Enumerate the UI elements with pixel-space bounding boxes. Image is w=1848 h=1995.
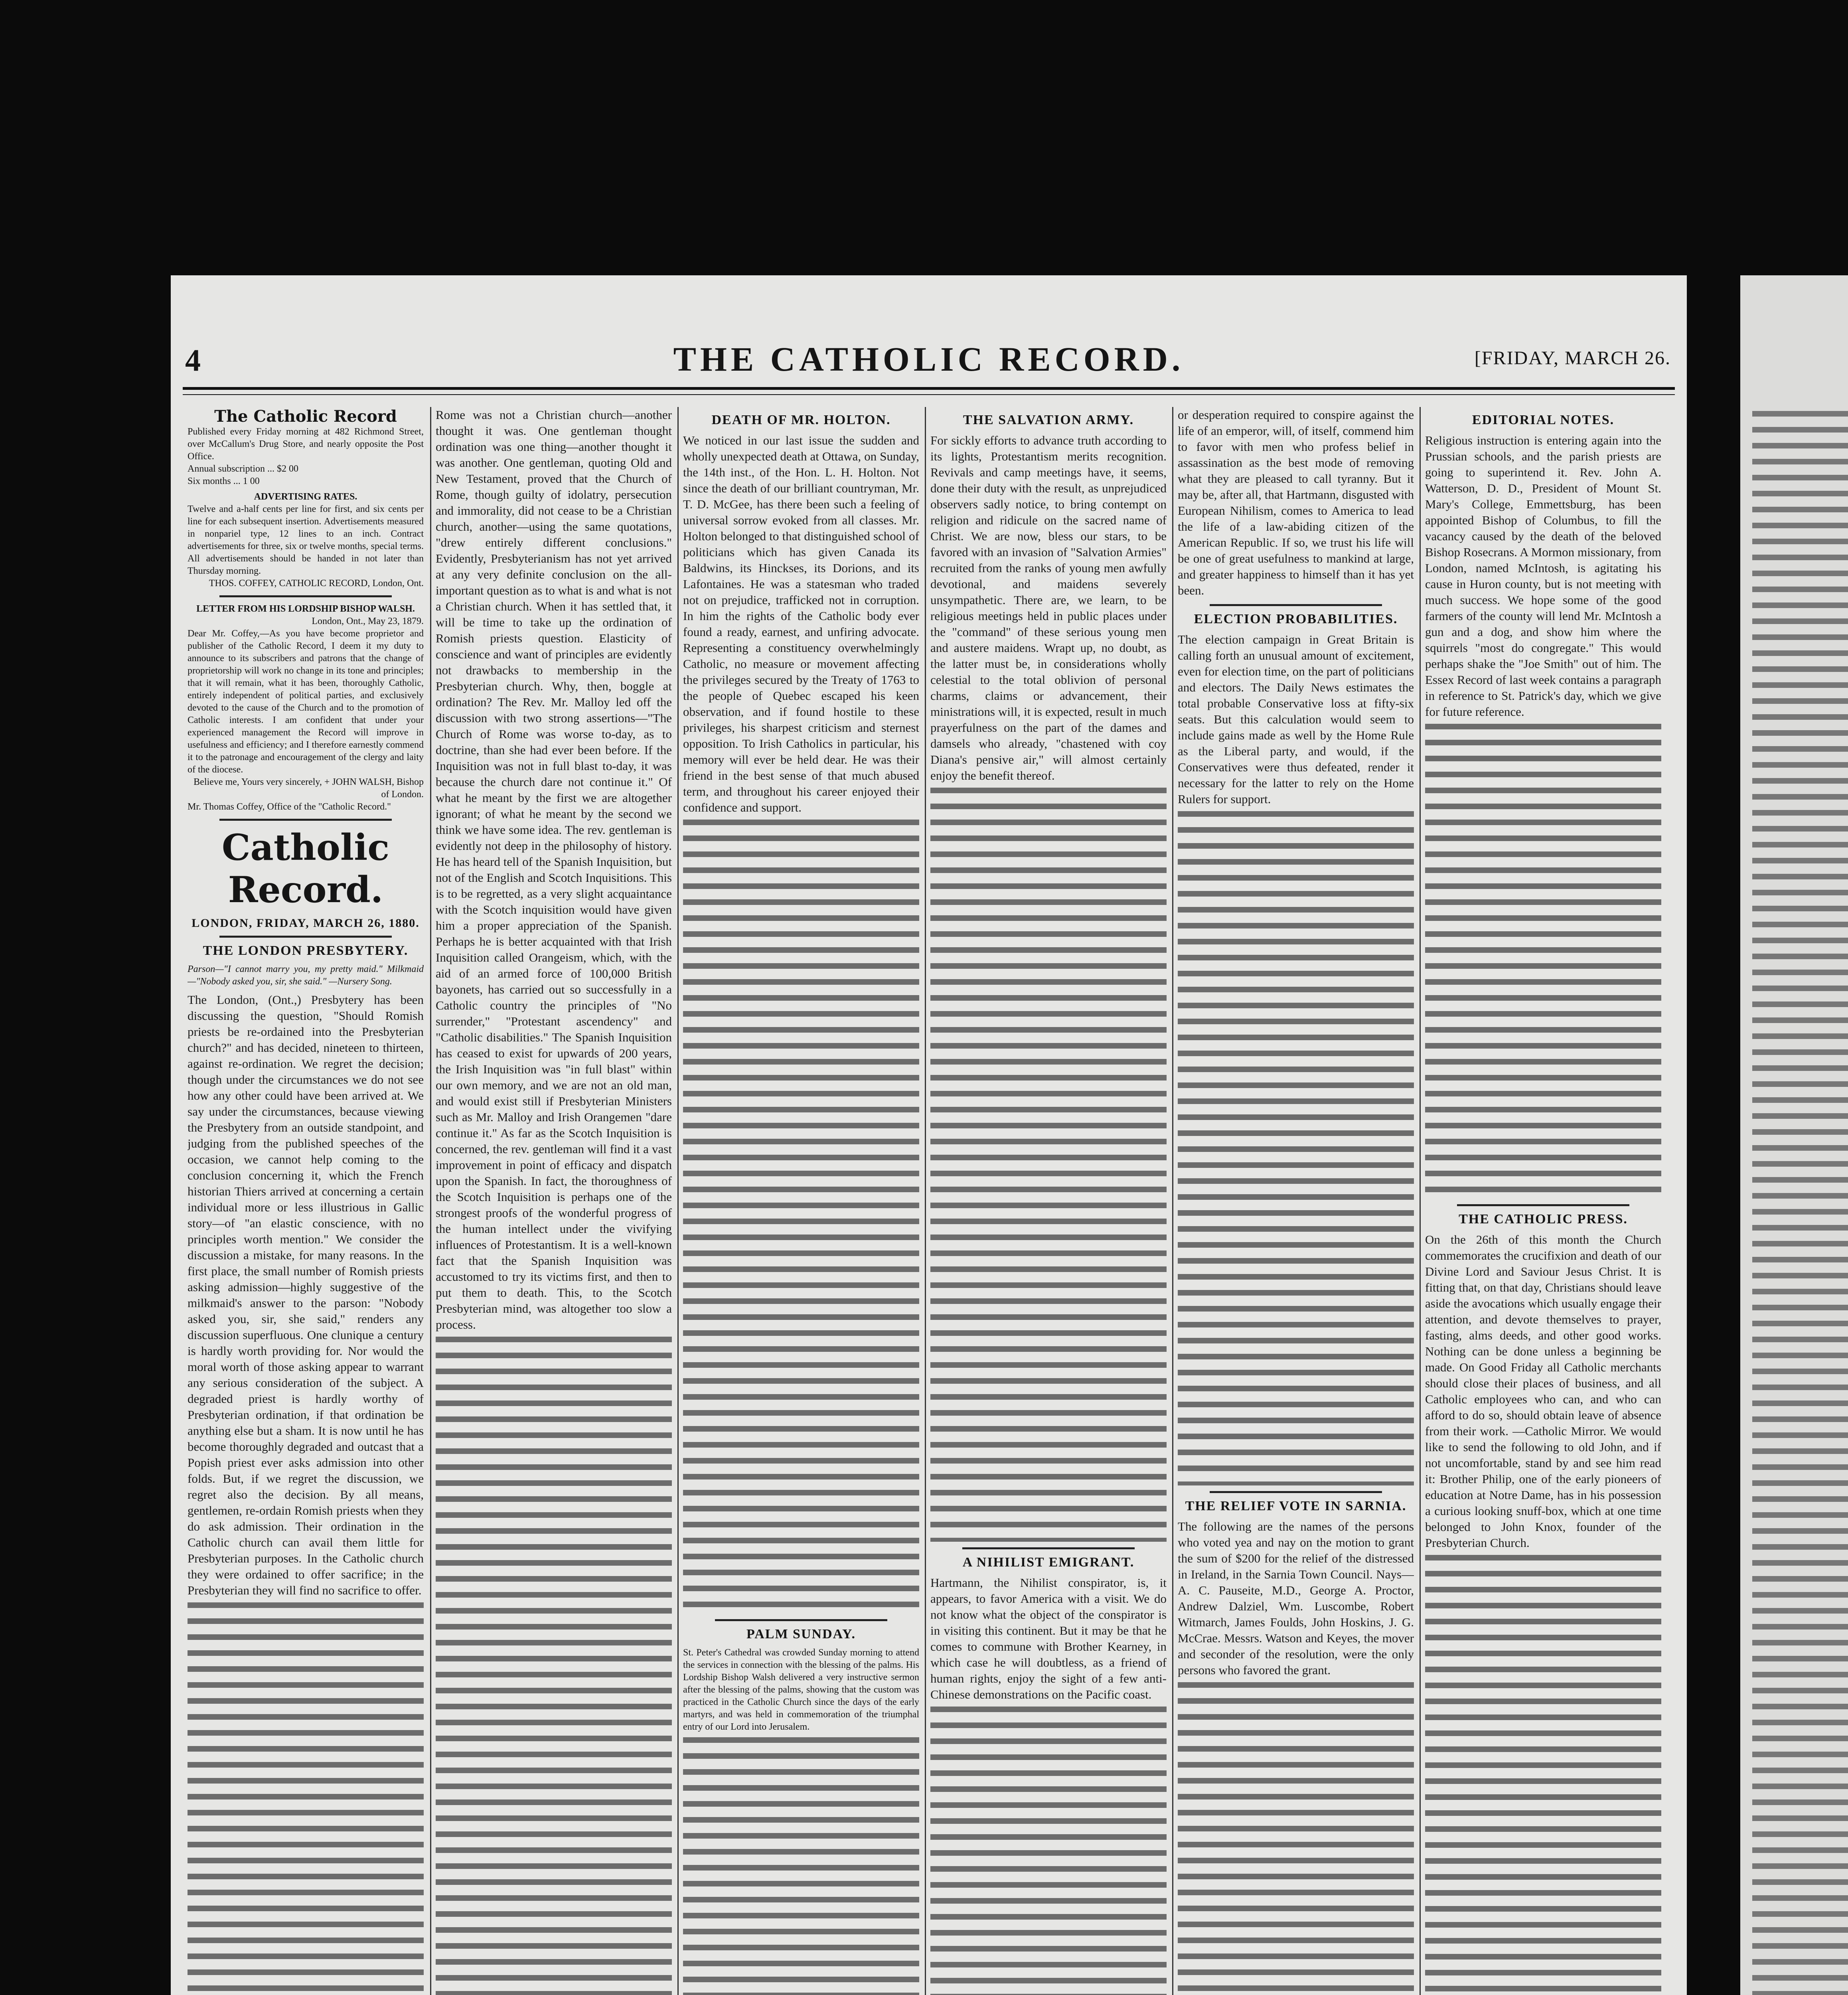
article-body: The London, (Ont.,) Presbytery has been discussing the question, "Should Romish priests be re-ordained into the Presbyterian church?" and has decided, nineteen to thirteen, against re-ordination. We regret the decision; though under the circumstances we do not see how any other could have been arrived at. We say under the circumstances, because viewing the Presbytery from an outside standpoint, and judging from the published speeches of the occasion, we cannot help coming to the conclusion concerning it, which the French historian Thiers arrived at concerning a certain individual more or less illustrious in Gallic story—of "an elastic conscience, with no principles worth mention." We consider the discussion a mistake, for many reasons. In the first place, the small number of Romish priests asking admission—highly suggestive of the milkmaid's answer to the parson: "Nobody asked you, sir, she said," renders any discussion superfluous. One clunique a century is hardly worth providing for. Nor would the moral worth of those asking appear to warrant any serious consideration of the subject. A degraded priest is hardly worthy of Presbyterian ordination, if that ordination be anything else but a sham. It is now until he has become thoroughly degraded and outcast that a Popish priest ever asks admission into other folds. But, if we regret the discussion, we regret also the decision. By all means, gentlemen, re-ordain Romish priests when they do ask admission. Their ordination in the Catholic church can avail them little for Presbyterian purposes. In the Catholic church they were ordained to offer sacrifice; in the Presbyterian they will find no sacrifice to offer.	[188, 993, 424, 1597]
column-divider	[1172, 407, 1173, 1995]
palm-sunday-heading: PALM SUNDAY.	[746, 1627, 856, 1641]
divider	[219, 595, 392, 597]
page-number: 4	[185, 343, 201, 377]
divider	[1457, 1204, 1629, 1206]
nihilist-heading: A NIHILIST EMIGRANT.	[962, 1555, 1135, 1570]
column-2	[436, 407, 672, 1995]
advertising-text: Twelve and a-half cents per line for first, and six cents per line for each subsequent insertion. Advertisements measured in nonpariel type, 12 lines to an inch. Contract advertisements for three, six or twelve months, special terms. All advertisements should be handed in not later than Thursday morning.	[188, 504, 424, 576]
column-4	[930, 407, 1167, 1995]
letter-body: Dear Mr. Coffey,—As you have become proprietor and publisher of the Catholic Record, I deem it my duty to announce to its subscribers and patrons that the change of proprietorship will work no change in its tone and principles; that it will remain, what it has been, thoroughly Catholic, entirely independent of political parties, and exclusively devoted to the cause of the Church and to the promotion of Catholic interests. I am confident that under your experienced management the Record will improve in usefulness and efficiency; and I therefore earnestly commend it to the patronage and encouragement of the clergy and laity of the diocese.	[188, 628, 424, 775]
continued-text	[1178, 807, 1414, 1485]
election-body: The election campaign in Great Britain is calling forth an unusual amount of excitement, even for election time, on the part of politicians and electors. The Daily News estimates the total probable Conservative loss at fifty-six seats. But this calculation would seem to include gains made as well by the Home Rule as the Liberal party, and would, if the Conservatives were thus defeated, render it necessary for the latter to rely on the Home Rulers for support.	[1178, 632, 1414, 806]
nihilist-body: Hartmann, the Nihilist conspirator, is, it appears, to favor America with a visit. We do not know what the object of the conspirator is in visiting this continent. But it may be that he comes to commune with Brother Kearney, in which case he will doubtless, as a friend of human rights, enjoy the sight of a few anti-Chinese demonstrations on the Pacific coast.	[930, 1576, 1167, 1701]
divider	[962, 1547, 1135, 1549]
advertising-heading: ADVERTISING RATES.	[254, 492, 357, 502]
adjacent-page-text	[1752, 407, 1848, 1995]
salvation-army-body: For sickly efforts to advance truth according to its lights, Protestantism merits recognition. Revivals and camp meetings have, it seems, done their duty with the result, as unprejudiced observers sadly notice, to bring contempt on religion and ridicule on the sacred name of Christ. We are now, bless our stars, to be favored with an invasion of "Salvation Armies" recruited from the ranks of young men awfully devotional, and maidens severely unsympathetic. There are, we learn, to be religious meetings held in public places under the "command" of these serious young men and austere maidens. Wrapt up, no doubt, as the latter must be, in considerations wholly celestial to the total oblivion of personal charms, claims or advancement, their ministrations will, it is expected, result in much prayerfulness on the part of the dames and damsels who already, "chastened with coy Diana's pensive air," will almost certainly enjoy the benefit thereof.	[930, 433, 1167, 782]
adjacent-page-edge	[1740, 275, 1848, 1995]
small-nameplate: The Catholic Record	[214, 407, 397, 426]
continued-text	[436, 1333, 672, 1995]
continued-text	[188, 1598, 424, 1995]
catholic-press-body: On the 26th of this month the Church commemorates the crucifixion and death of our Divine Lord and Saviour Jesus Christ. It is fitting that, on that day, Christians should leave aside the avocations which usually engage their attention, and devote themselves to prayer, fasting, alms deeds, and other good works. Nothing can be done unless a beginning be made. On Good Friday all Catholic merchants should close their places of business, and all Catholic employees who can, and who can afford to do so, should obtain leave of absence from their work. —Catholic Mirror. We would like to send the following to old John, and if not uncomfortable, stand by and see him read it: Brother Philip, one of the early pioneers of education at Notre Dame, has in his possession a curious looking snuff-box, which at one time belonged to John Knox, founder of the Presbyterian Church.	[1425, 1233, 1661, 1550]
column-divider	[677, 407, 679, 1995]
salvation-army-heading: THE SALVATION ARMY.	[963, 413, 1134, 427]
letter-signature: Believe me, Yours very sincerely, + JOHN WALSH, Bishop of London.	[193, 777, 424, 800]
six-months-subscription: Six months ... 1 00	[188, 476, 260, 486]
annual-subscription: Annual subscription ... $2 00	[188, 464, 298, 474]
column-3	[683, 407, 919, 1995]
divider	[219, 936, 392, 938]
divider	[1210, 1491, 1382, 1493]
sarnia-body: The following are the names of the persons who voted yea and nay on the motion to grant the sum of $200 for the relief of the distressed in Ireland, in the Sarnia Town Council. Nays—A. C. Pauseite, M.D., George A. Proctor, Andrew Dalziel, Wm. Luscombe, Robert Witmarch, James Foulds, John Hoskins, J. G. McCrae. Messrs. Watson and Keyes, the mover and seconder of the resolution, were the only persons who favored the grant.	[1178, 1519, 1414, 1677]
article-heading: THE LONDON PRESBYTERY.	[203, 943, 409, 958]
column-divider	[430, 407, 431, 1995]
nihilist-continued: or desperation required to conspire against the life of an emperor, will, of itself, commend him to favor with men who profess belief in assassination as the best mode of removing what they are pleased to call tyranny. But it may be, after all, that Hartmann, disgusted with European Nihilism, comes to America to lead the life of a law-abiding citizen of the American Republic. If so, we trust his life will be one of great usefulness to mankind at large, and greater happiness to himself than it has yet been.	[1178, 408, 1414, 597]
continued-text	[1425, 1551, 1661, 1995]
letter-heading: LETTER FROM HIS LORDSHIP BISHOP WALSH.	[196, 604, 415, 614]
column-5	[1178, 407, 1414, 1995]
newspaper-page	[171, 275, 1687, 1995]
column-divider	[1420, 407, 1421, 1995]
continued-text	[1425, 720, 1661, 1199]
masthead-rule-thin	[183, 394, 1675, 395]
divider	[219, 819, 392, 821]
issue-date: [FRIDAY, MARCH 26.	[1474, 348, 1671, 369]
editorial-notes-body: Religious instruction is entering again into the Prussian schools, and the parish priests are going to superintend it. Rev. John A. Watterson, D. D., President of Mount St. Mary's College, Emmettsburg, has been appointed Bishop of Columbus, to fill the vacancy caused by the death of the beloved Bishop Rosecrans. A Mormon missionary, from London, named McIntosh, is agitating his cause in Huron county, but is not meeting with much success. We hope some of the good farmers of the county will lend Mr. McIntosh a gun and a dog, and show him where the squirrels "most do congregate." This would perhaps shake the "Joe Smith" out of him. The Essex Record of last week contains a paragraph in reference to St. Patrick's day, which we give for future reference.	[1425, 433, 1661, 719]
divider	[1210, 604, 1382, 606]
letter-date: London, Ont., May 23, 1879.	[312, 616, 424, 626]
divider	[715, 1619, 887, 1621]
paper-title: THE CATHOLIC RECORD.	[673, 340, 1185, 378]
publisher-signature: THOS. COFFEY, CATHOLIC RECORD, London, Ont.	[209, 578, 424, 589]
catholic-press-heading: THE CATHOLIC PRESS.	[1459, 1212, 1628, 1227]
nameplate: Catholic Record.	[221, 826, 390, 911]
continued-text	[683, 816, 919, 1614]
masthead-rule	[183, 387, 1675, 390]
continued-text	[683, 1733, 919, 1995]
publish-note: Published every Friday morning at 482 Richmond Street, over McCallum's Drug Store, and nearly opposite the Post Office.	[188, 427, 424, 462]
sarnia-heading: THE RELIEF VOTE IN SARNIA.	[1185, 1499, 1407, 1513]
dateline: LONDON, FRIDAY, MARCH 26, 1880.	[192, 917, 420, 930]
article-epigraph: Parson—"I cannot marry you, my pretty maid." Milkmaid—"Nobody asked you, sir, she said." —Nursery Song.	[188, 964, 424, 987]
editorial-notes-heading: EDITORIAL NOTES.	[1472, 413, 1615, 427]
holton-body: We noticed in our last issue the sudden and wholly unexpected death at Ottawa, on Sunday, the 14th inst., of the Hon. L. H. Holton. Not since the death of our brilliant countryman, Mr. T. D. McGee, has there been such a feeling of universal sorrow evoked from all classes. Mr. Holton belonged to that distinguished school of politicians which has given Canada its Baldwins, its Hinckses, its Dorions, and its Lafontaines. He was a statesman who traded not on prejudice, trafficked not in corruption. In him the rights of the Catholic body ever found a ready, earnest, and unfiring advocate. Representing a constituency overwhelmingly Catholic, no measure or movement affecting the privileges secured by the Treaty of 1763 to the people of Quebec escaped his keen observation, and if found hostile to these privileges, his sharpest criticism and sternest opposition. To Irish Catholics in particular, his memory will ever be held dear. He was their friend in the best sense of that much abused term, and throughout his career enjoyed their confidence and support.	[683, 433, 919, 814]
continued-text	[1178, 1678, 1414, 1995]
presbytery-continued: Rome was not a Christian church—another thought it was. One gentleman thought ordination was one thing—another thought it was another. One gentleman, quoting Old and New Testament, proved that the Church of Rome, though guilty of idolatry, persecution and immorality, did not cease to be a Christian church, another—using the same quotations, "drew entirely different conclusions." Evidently, Presbyterianism has not yet arrived at any very definite conclusion on the all-important question as to what is and what is not a Christian church. When it has settled that, it will be time to take up the ordination of Romish priests question. Elasticity of conscience and want of principles are evidently not drawbacks to membership in the Presbyterian church. Why, then, boggle at ordination? The Rev. Mr. Malloy led off the discussion with two strong assertions—"The Church of Rome was worse to-day, as to doctrine, than she had ever been before. If the Inquisition was not in full blast to-day, it was because the church dare not continue it." Of what he meant by the first we are altogether ignorant; of what he meant by the second we think we have some idea. The rev. gentleman is evidently not deep in the philosophy of history. He has heard tell of the Spanish Inquisition, but not of the English and Scotch Inquisitions. This is to be regretted, as a very slight acquaintance with the Scotch inquisition would have given him a proper appreciation of the Spanish. Perhaps he is better acquainted with that Irish Inquisition called Orangeism, which, with the aid of an armed force of 100,000 British bayonets, has carried out so successfully in a Catholic country the principles of "No surrender," "Protestant ascendency" and "Catholic disabilities." The Spanish Inquisition has ceased to exist for upwards of 200 years, the Irish Inquisition was "in full blast" within our own memory, and we are not an old man, and would exist still if Presbyterian Ministers such as Mr. Malloy and Irish Orangemen "dare continue it." As far as the Scotch Inquisition is concerned, the rev. gentleman will find it a vast improvement in point of efficacy and dispatch upon the Spanish. In fact, the thoroughness of the Scotch Inquisition is perhaps one of the strongest proofs of the wonderful progress of the human intellect under the vivifying influences of Protestantism. It is a well-known fact that the Spanish Inquisition was accustomed to try its victims first, and then to put them to death. This, to the Scotch Presbyterian mind, was altogether too slow a process.	[436, 408, 672, 1331]
continued-text	[930, 1703, 1167, 1995]
column-1	[188, 407, 424, 1995]
letter-recipient: Mr. Thomas Coffey, Office of the "Catholic Record."	[188, 802, 391, 812]
column-6	[1425, 407, 1661, 1995]
holton-heading: DEATH OF MR. HOLTON.	[711, 413, 891, 427]
continued-text	[930, 784, 1167, 1542]
palm-sunday-body: St. Peter's Cathedral was crowded Sunday morning to attend the services in connection with the blessing of the palms. His Lordship Bishop Walsh delivered a very instructive sermon after the blessing of the palms, showing that the custom was practiced in the Catholic Church since the days of the early martyrs, and was held in commemoration of the triumphal entry of our Lord into Jerusalem.	[683, 1647, 919, 1732]
column-divider	[925, 407, 926, 1995]
election-heading: ELECTION PROBABILITIES.	[1194, 612, 1398, 626]
